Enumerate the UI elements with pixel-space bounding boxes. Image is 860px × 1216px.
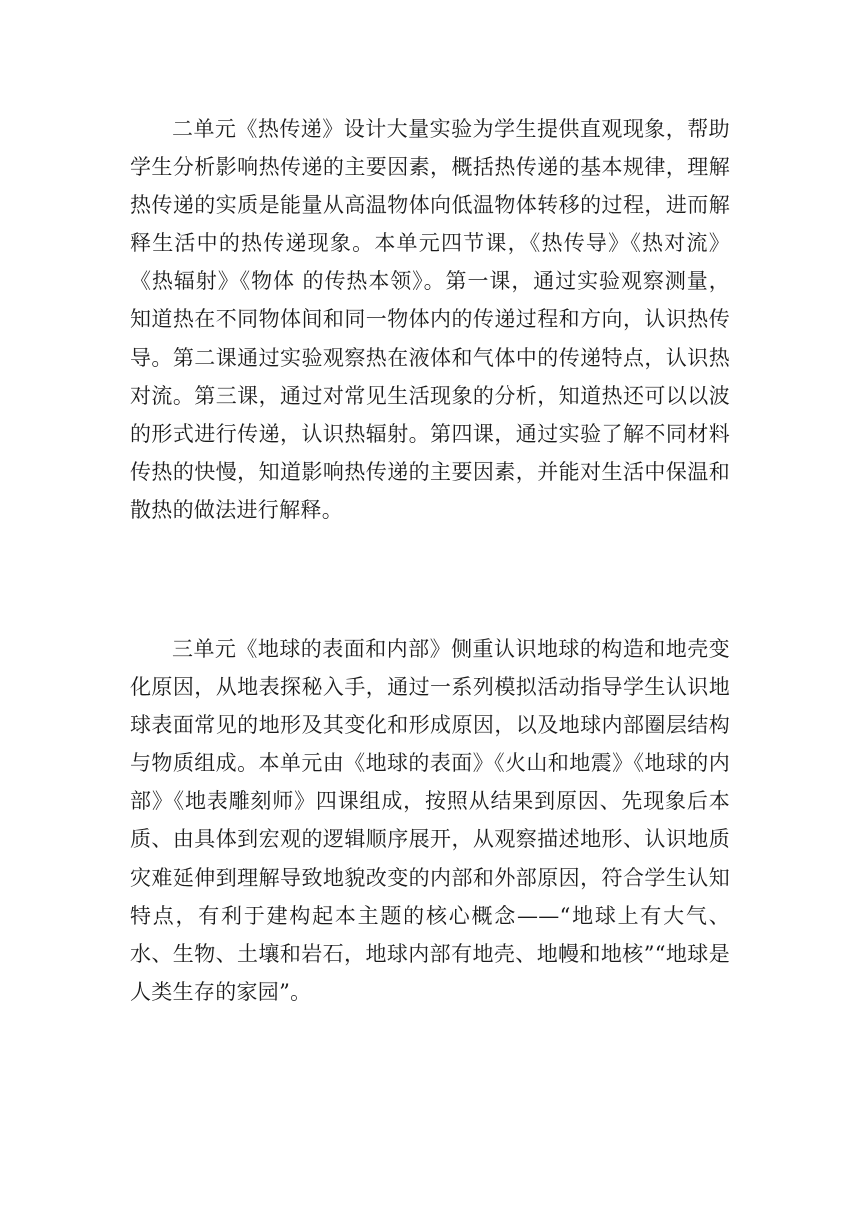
paragraph-unit-3-earth-surface-interior: 三单元《地球的表面和内部》侧重认识地球的构造和地壳变化原因，从地表探秘入手，通过一系列模拟活动指导学生认识地球表面常见的地形及其变化和形成原因，以及地球内部圈层结构与物质组成。本单元由《地球的表面》《火山和地震》《地球的内部》《地表雕刻师》四课组成，按照从结果到原因、先现象后本质、由具体到宏观的逻辑顺序展开，从观察描述地形、认识地质灾难延伸到理解导致地貌改变的内部和外部原因，符合学生认知特点，有利于建构起本主题的核心概念——“地球上有大气、水、生物、土壤和岩石，地球内部有地壳、地幔和地核”“地球是人类生存的家园”。 <box>130 637 730 1004</box>
paragraph-unit-2-heat-transfer: 二单元《热传递》设计大量实验为学生提供直观现象，帮助学生分析影响热传递的主要因素，概括热传递的基本规律，理解热传递的实质是能量从高温物体向低温物体转移的过程，进而解释生活中的热传递现象。本单元四节课，《热传导》《热对流》《热辐射》《物体 的传热本领》。第一课，通过实验观察测量，知道热在不同物体间和同一物体内的传递过程和方向，认识热传导。第二课通过实验观察热在液体和气体中的传递特点，认识热对流。第三课，通过对常见生活现象的分析，知道热还可以以波的形式进行传递，认识热辐射。第四课，通过实验了解不同材料传热的快慢，知道影响热传递的主要因素，并能对生活中保温和散热的做法进行解释。 <box>130 117 730 522</box>
